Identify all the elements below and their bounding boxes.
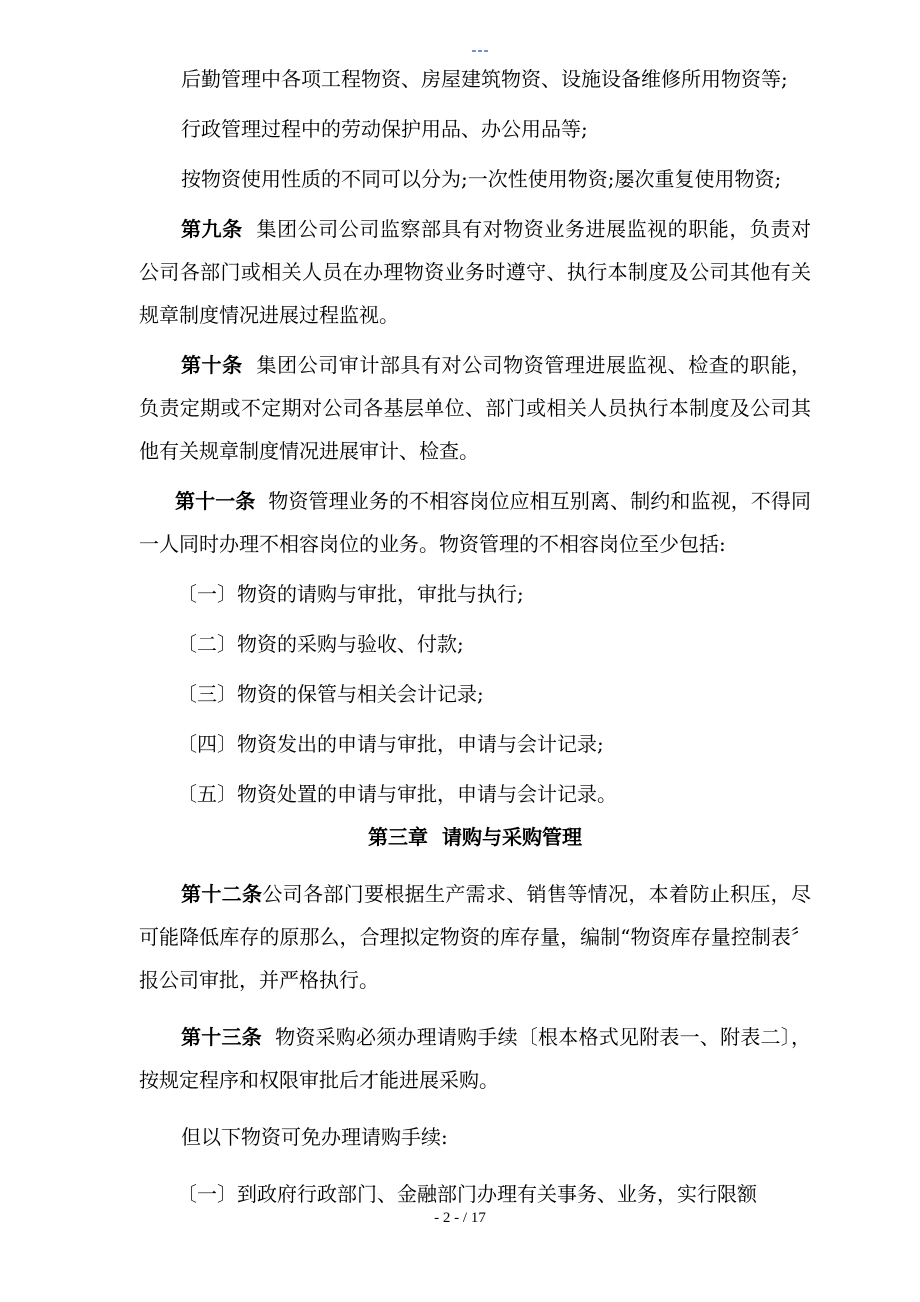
article-title: 第十三条	[181, 1025, 262, 1049]
article-title: 第十条	[181, 353, 243, 377]
article-12	[139, 873, 811, 1002]
article-13	[139, 1016, 811, 1102]
paragraph: 后勤管理中各项工程物资、房屋建筑物资、设施设备维修所用物资等;	[181, 67, 788, 91]
list-item: 〔一〕到政府行政部门、金融部门办理有关事务、业务，实行限额	[177, 1182, 757, 1206]
article-9	[139, 208, 811, 337]
list-item: 〔五〕物资处置的申请与审批，申请与会计记录。	[177, 782, 617, 806]
list-item: 〔三〕物资的保管与相关会计记录;	[177, 682, 484, 706]
article-text: 集团公司审计部具有对公司物资管理进展监视、检查的职能，负责定期或不定期对公司各基层单位、部门或相关人员执行本制度及公司其他有关规章制度情况进展审计、检查。	[139, 353, 812, 463]
article-title: 第九条	[181, 217, 243, 241]
paragraph: 按物资使用性质的不同可以分为;一次性使用物资;屡次重复使用物资;	[181, 167, 782, 191]
page-number: - 2 - / 17	[434, 1210, 486, 1226]
paragraph: 但以下物资可免办理请购手续:	[181, 1125, 448, 1149]
document-body	[139, 58, 811, 1216]
article-text: 物资管理业务的不相容岗位应相互别离、制约和监视，不得同一人同时办理不相容岗位的业务。物资管理的不相容岗位至少包括:	[139, 489, 812, 556]
article-11	[139, 480, 811, 566]
article-text: 物资采购必须办理请购手续〔根本格式见附表一、附表二〕，按规定程序和权限审批后才能进展采购。	[139, 1025, 812, 1092]
chapter-heading: 第三章 请购与采购管理	[368, 825, 582, 849]
list-item: 〔二〕物资的采购与验收、付款;	[177, 632, 464, 656]
article-text: 公司各部门要根据生产需求、销售等情况，本着防止积压，尽可能降低库存的原那么，合理拟定物资的库存量，编制“物资库存量控制表〞报公司审批，并严格执行。	[139, 882, 812, 992]
article-text: 集团公司公司监察部具有对物资业务进展监视的职能，负责对公司各部门或相关人员在办理物资业务时遵守、执行本制度及公司其他有关规章制度情况进展过程监视。	[139, 217, 812, 327]
article-10	[139, 344, 811, 473]
list-item: 〔四〕物资发出的申请与审批，申请与会计记录;	[177, 732, 604, 756]
paragraph: 行政管理过程中的劳动保护用品、办公用品等;	[181, 117, 588, 141]
article-title: 第十二条	[181, 882, 263, 906]
article-title: 第十一条	[175, 489, 256, 513]
list-item: 〔一〕物资的请购与审批，审批与执行;	[177, 582, 524, 606]
header-mark	[472, 50, 492, 54]
